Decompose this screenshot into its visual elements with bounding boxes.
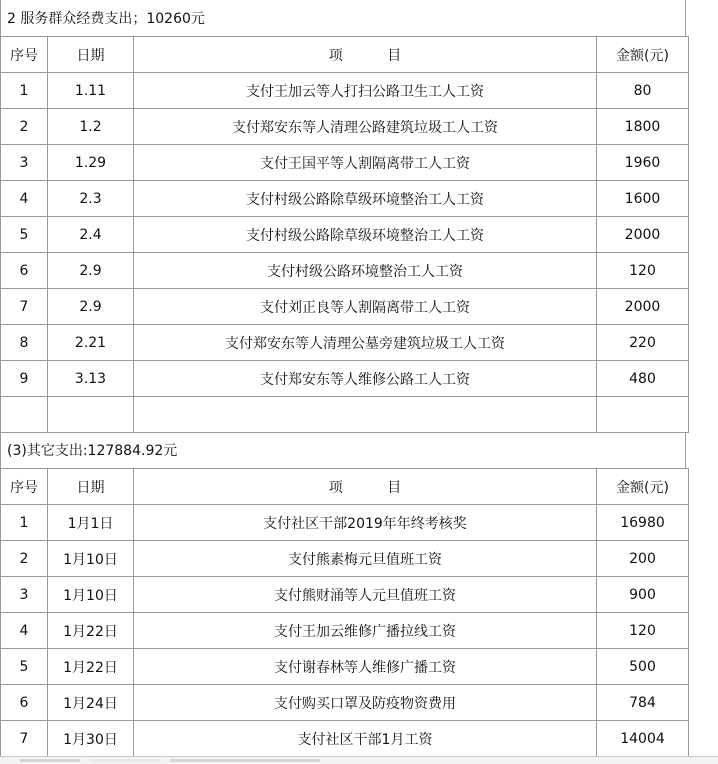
cell-amount[interactable]: 120 — [597, 253, 689, 289]
cell-empty[interactable] — [1, 397, 48, 433]
cell-item[interactable]: 支付王加云维修广播拉线工资 — [134, 613, 597, 649]
sheet-tab[interactable] — [20, 759, 80, 762]
cell-amount[interactable]: 500 — [597, 649, 689, 685]
cell-date[interactable]: 1.2 — [48, 109, 134, 145]
cell-item[interactable]: 支付购买口罩及防疫物资费用 — [134, 685, 597, 721]
cell-amount[interactable]: 120 — [597, 613, 689, 649]
table-row — [1, 361, 689, 397]
cell-no[interactable]: 5 — [1, 217, 48, 253]
table-row — [1, 145, 689, 181]
cell-amount[interactable]: 1600 — [597, 181, 689, 217]
header-amount[interactable]: 金额(元) — [597, 37, 689, 73]
cell-no[interactable]: 2 — [1, 541, 48, 577]
cell-no[interactable]: 5 — [1, 649, 48, 685]
cell-item[interactable]: 支付郑安东等人清理公路建筑垃圾工人工资 — [134, 109, 597, 145]
cell-date[interactable]: 1月10日 — [48, 541, 134, 577]
cell-item[interactable]: 支付刘正良等人割隔离带工人工资 — [134, 289, 597, 325]
cell-amount[interactable]: 2000 — [597, 217, 689, 253]
cell-amount[interactable]: 220 — [597, 325, 689, 361]
cell-no[interactable]: 3 — [1, 577, 48, 613]
table-row — [1, 181, 689, 217]
cell-item[interactable]: 支付熊素梅元旦值班工资 — [134, 541, 597, 577]
table-row-empty — [1, 397, 689, 433]
table-row — [1, 325, 689, 361]
cell-date[interactable]: 2.9 — [48, 289, 134, 325]
header-date[interactable]: 日期 — [48, 469, 134, 505]
cell-amount[interactable]: 14004 — [597, 721, 689, 757]
cell-amount[interactable]: 1800 — [597, 109, 689, 145]
cell-date[interactable]: 1月10日 — [48, 577, 134, 613]
table-row — [1, 613, 689, 649]
sheet-tab[interactable] — [90, 759, 160, 762]
table-row — [1, 289, 689, 325]
header-amount[interactable]: 金额(元) — [597, 469, 689, 505]
cell-no[interactable]: 4 — [1, 613, 48, 649]
cell-item[interactable]: 支付郑安东等人清理公墓旁建筑垃圾工人工资 — [134, 325, 597, 361]
table-row — [1, 217, 689, 253]
cell-item[interactable]: 支付村级公路除草级环境整治工人工资 — [134, 181, 597, 217]
table-row — [1, 649, 689, 685]
cell-item[interactable]: 支付村级公路环境整治工人工资 — [134, 253, 597, 289]
table-header-row — [1, 37, 689, 73]
cell-no[interactable]: 6 — [1, 685, 48, 721]
cell-empty[interactable] — [48, 397, 134, 433]
cell-amount[interactable]: 480 — [597, 361, 689, 397]
header-item[interactable]: 项 目 — [134, 469, 597, 505]
cell-date[interactable]: 1月24日 — [48, 685, 134, 721]
cell-no[interactable]: 3 — [1, 145, 48, 181]
cell-amount[interactable]: 2000 — [597, 289, 689, 325]
cell-item[interactable]: 支付村级公路除草级环境整治工人工资 — [134, 217, 597, 253]
sheet-tab[interactable] — [170, 759, 320, 762]
section1-title-text: 2 服务群众经费支出；10260元 — [7, 11, 205, 27]
cell-item[interactable]: 支付谢春林等人维修广播工资 — [134, 649, 597, 685]
cell-no[interactable]: 8 — [1, 325, 48, 361]
cell-date[interactable]: 2.9 — [48, 253, 134, 289]
header-item[interactable]: 项 目 — [134, 37, 597, 73]
cell-date[interactable]: 2.21 — [48, 325, 134, 361]
cell-date[interactable]: 1月22日 — [48, 613, 134, 649]
cell-no[interactable]: 7 — [1, 721, 48, 757]
table-row — [1, 577, 689, 613]
table-row — [1, 721, 689, 757]
cell-no[interactable]: 9 — [1, 361, 48, 397]
cell-amount[interactable]: 784 — [597, 685, 689, 721]
cell-date[interactable]: 1.29 — [48, 145, 134, 181]
table-row — [1, 253, 689, 289]
cell-no[interactable]: 7 — [1, 289, 48, 325]
cell-item[interactable]: 支付熊财涌等人元旦值班工资 — [134, 577, 597, 613]
cell-amount[interactable]: 900 — [597, 577, 689, 613]
cell-date[interactable]: 1月30日 — [48, 721, 134, 757]
cell-amount[interactable]: 200 — [597, 541, 689, 577]
section2-title-text: (3)其它支出:127884.92元 — [7, 443, 178, 459]
cell-no[interactable]: 6 — [1, 253, 48, 289]
table-other-expenses — [0, 468, 689, 757]
cell-item[interactable]: 支付王国平等人割隔离带工人工资 — [134, 145, 597, 181]
table-row — [1, 541, 689, 577]
cell-amount[interactable]: 80 — [597, 73, 689, 109]
header-no[interactable]: 序号 — [1, 469, 48, 505]
cell-amount[interactable]: 1960 — [597, 145, 689, 181]
cell-empty[interactable] — [597, 397, 689, 433]
table-service-expenses — [0, 36, 689, 433]
cell-no[interactable]: 2 — [1, 109, 48, 145]
cell-empty[interactable] — [134, 397, 597, 433]
table-row — [1, 685, 689, 721]
table-header-row — [1, 469, 689, 505]
cell-date[interactable]: 3.13 — [48, 361, 134, 397]
cell-date[interactable]: 2.4 — [48, 217, 134, 253]
cell-item[interactable]: 支付社区干部2019年年终考核奖 — [134, 505, 597, 541]
cell-date[interactable]: 1.11 — [48, 73, 134, 109]
section1-title[interactable] — [0, 0, 686, 36]
header-date[interactable]: 日期 — [48, 37, 134, 73]
header-no[interactable]: 序号 — [1, 37, 48, 73]
cell-no[interactable]: 4 — [1, 181, 48, 217]
cell-date[interactable]: 2.3 — [48, 181, 134, 217]
section2-title[interactable] — [0, 432, 686, 468]
table-row — [1, 73, 689, 109]
cell-item[interactable]: 支付郑安东等人维修公路工人工资 — [134, 361, 597, 397]
cell-item[interactable]: 支付社区干部1月工资 — [134, 721, 597, 757]
cell-date[interactable]: 1月1日 — [48, 505, 134, 541]
cell-amount[interactable]: 16980 — [597, 505, 689, 541]
cell-date[interactable]: 1月22日 — [48, 649, 134, 685]
cell-no[interactable]: 1 — [1, 505, 48, 541]
table-row — [1, 109, 689, 145]
cell-no[interactable]: 1 — [1, 73, 48, 109]
table-row — [1, 505, 689, 541]
cell-item[interactable]: 支付王加云等人打扫公路卫生工人工资 — [134, 73, 597, 109]
